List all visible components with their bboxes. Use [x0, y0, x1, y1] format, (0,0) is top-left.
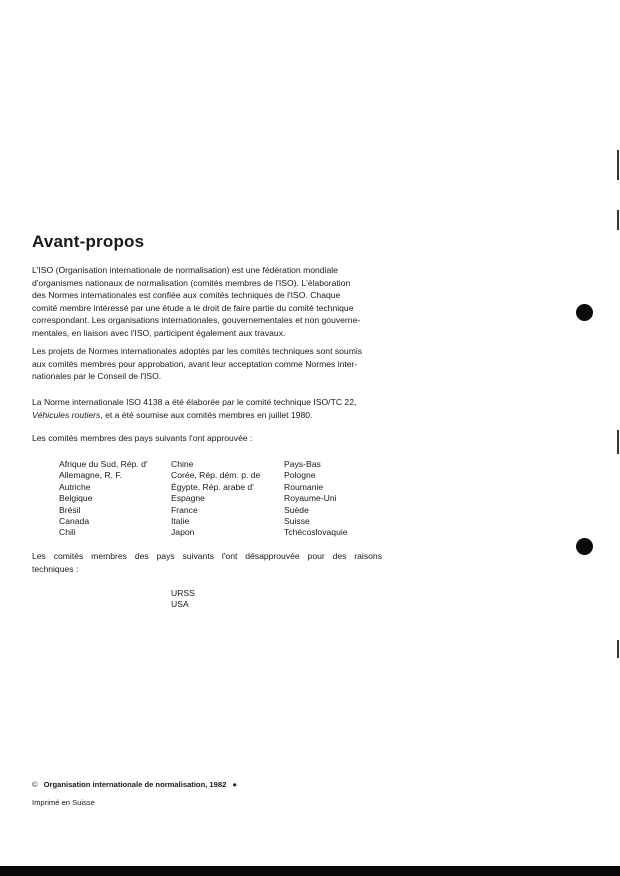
copyright-line	[32, 780, 237, 789]
text-line: La Norme internationale ISO 4138 a été élaborée par le comité technique ISO/TC 22,	[32, 397, 357, 407]
country-item: Italie	[171, 516, 190, 527]
text-fragment: , et a été soumise aux comités membres en juillet 1980.	[100, 409, 313, 420]
approving-countries-column-2	[171, 459, 260, 539]
approval-intro	[32, 432, 382, 445]
disapproving-countries	[171, 588, 195, 611]
text-line: mentales, en liaison avec l'ISO, participent également aux travaux.	[32, 327, 286, 338]
country-item: Japon	[171, 527, 195, 538]
country-item: Afrique du Sud, Rép. d'	[59, 459, 148, 469]
country-item: Suisse	[284, 516, 310, 527]
country-item: Royaume-Uni	[284, 493, 337, 504]
country-item: France	[171, 504, 198, 515]
country-item: Égypte, Rép. arabe d'	[171, 481, 254, 492]
scan-edge-mark	[617, 150, 619, 180]
country-item: Pologne	[284, 470, 316, 481]
country-item: Chili	[59, 527, 76, 538]
country-item: Belgique	[59, 493, 93, 504]
text-line: Les comités membres des pays suivants l'ont approuvée :	[32, 433, 253, 443]
page-heading: Avant-propos	[32, 232, 145, 251]
scan-bottom-band	[0, 866, 620, 876]
country-item: Autriche	[59, 481, 91, 492]
text-line: correspondant. Les organisations internationales, gouvernementales et non gouverne-	[32, 315, 361, 326]
copyright-icon: ©	[32, 780, 38, 789]
country-item: Allemagne, R. F.	[59, 470, 123, 481]
text-line: aux comités membres pour approbation, avant leur acceptation comme Normes inter-	[32, 358, 358, 369]
country-item: USA	[171, 599, 189, 610]
country-item: Brésil	[59, 504, 81, 515]
text-line: Les projets de Normes internationales adoptés par les comités techniques sont soumis	[32, 346, 363, 356]
foreword-paragraph-1	[32, 264, 382, 340]
country-item: Chine	[171, 459, 194, 469]
country-item: Corée, Rép. dém. p. de	[171, 470, 261, 481]
foreword-paragraph-2	[32, 345, 382, 383]
text-line: Les comités membres des pays suivants l'ont désapprouvée pour des raisons	[32, 551, 382, 561]
committee-title: Véhicules routiers	[32, 409, 101, 420]
text-line: L'ISO (Organisation internationale de normalisation) est une fédération mondiale	[32, 265, 338, 275]
scan-edge-mark	[617, 430, 619, 454]
printed-in: Imprimé en Suisse	[32, 798, 95, 807]
country-item: Suède	[284, 504, 309, 515]
country-item: Espagne	[171, 493, 205, 504]
text-line: des Normes internationales est confiée aux comités techniques de l'ISO. Chaque	[32, 290, 341, 301]
text-line: nationales par le Conseil de l'ISO.	[32, 371, 162, 382]
country-item: URSS	[171, 588, 195, 598]
text-line: techniques :	[32, 563, 79, 574]
text-line: comité membre intéressé par une étude a le droit de faire partie du comité technique	[32, 302, 354, 313]
punch-hole-icon	[576, 304, 593, 321]
punch-hole-icon	[576, 538, 593, 555]
text-line	[32, 409, 382, 422]
country-item: Pays-Bas	[284, 459, 321, 469]
country-item: Canada	[59, 516, 90, 527]
copyright-text: Organisation internationale de normalisation, 1982	[43, 780, 227, 789]
scan-edge-mark	[617, 210, 619, 230]
text-line: d'organismes nationaux de normalisation (comités membres de l'ISO). L'élaboration	[32, 277, 351, 288]
approving-countries-column-1	[59, 459, 148, 539]
disapproval-intro	[32, 550, 382, 575]
country-item: Roumanie	[284, 481, 324, 492]
bullet-icon: ●	[232, 780, 237, 789]
country-item: Tchécoslovaquie	[284, 527, 348, 538]
approving-countries-column-3	[284, 459, 348, 539]
foreword-paragraph-3	[32, 396, 382, 421]
scan-edge-mark	[617, 640, 619, 658]
